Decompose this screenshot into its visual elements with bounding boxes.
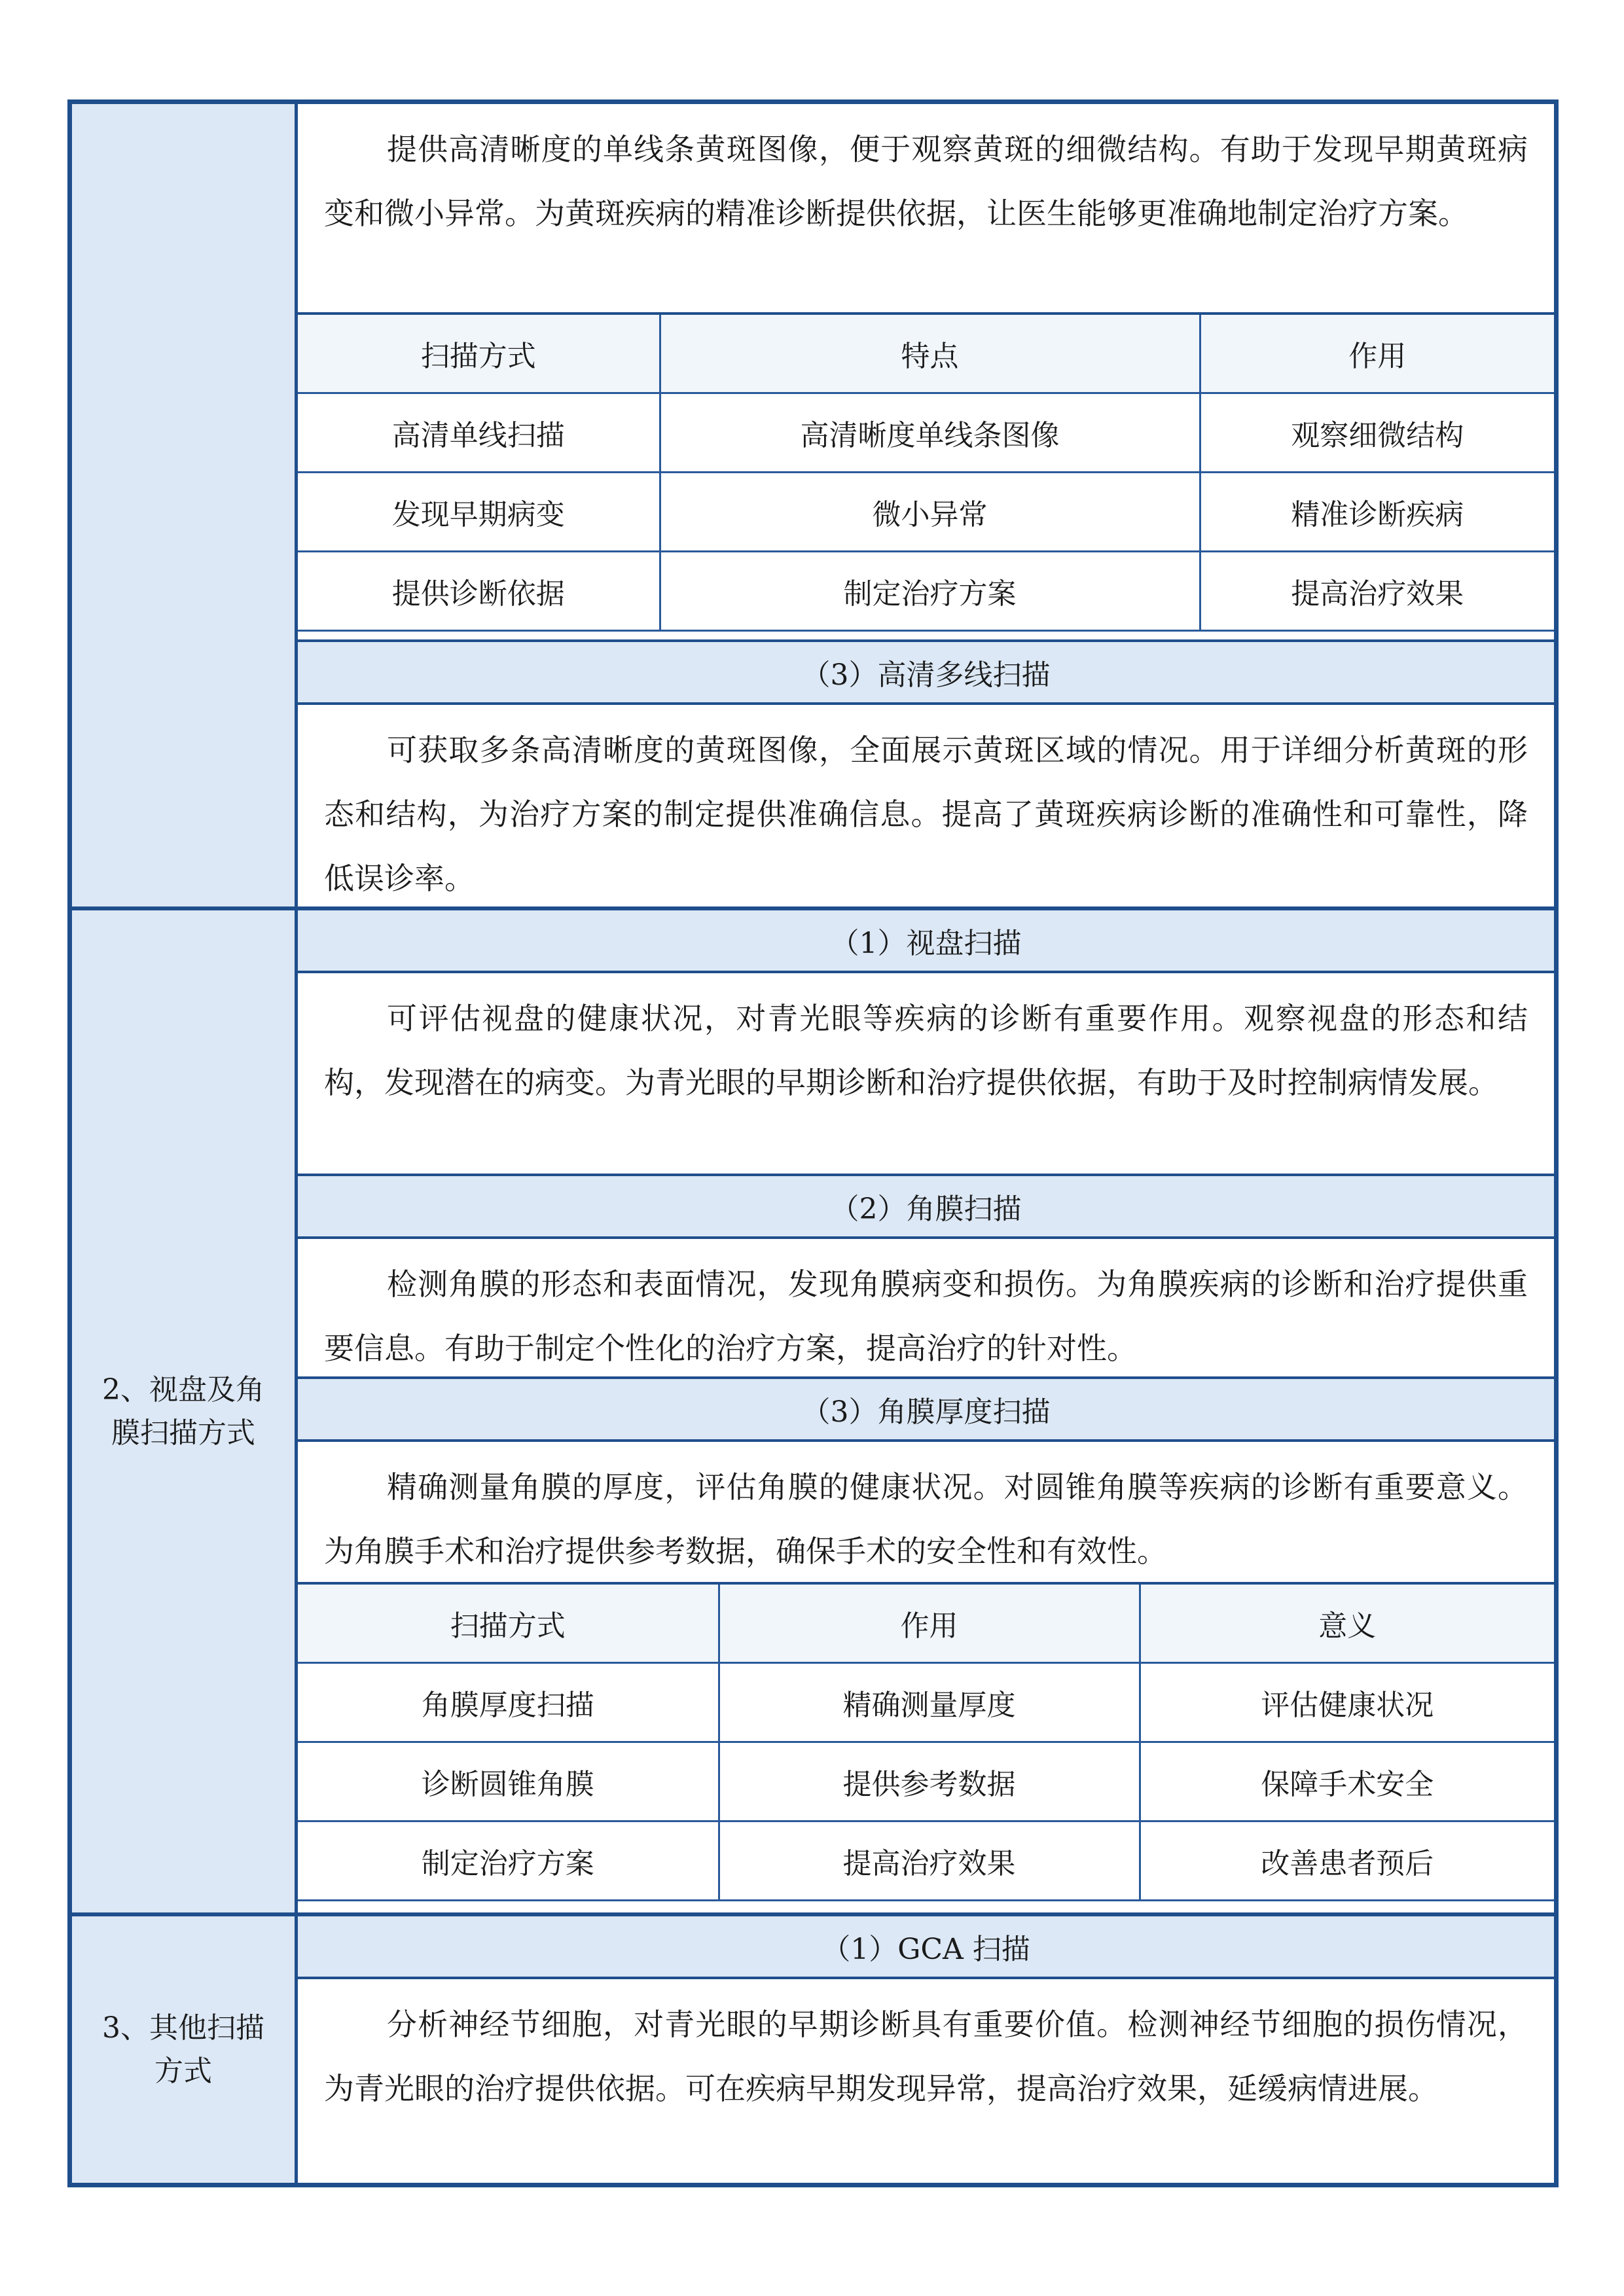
table-header: 作用 [719, 1585, 1140, 1663]
table-cell: 高清晰度单线条图像 [660, 393, 1200, 473]
table-header: 意义 [1140, 1585, 1554, 1663]
table-row [298, 393, 1554, 473]
table-row [298, 1821, 1554, 1901]
table-cell: 制定治疗方案 [660, 552, 1200, 631]
table-cell: 评估健康状况 [1140, 1663, 1554, 1742]
table-cell: 保障手术安全 [1140, 1742, 1554, 1821]
content-column [298, 104, 1554, 2183]
table-cell: 改善患者预后 [1140, 1821, 1554, 1901]
section3-label-cell [72, 1916, 295, 2183]
subsection-text: 可评估视盘的健康状况，对青光眼等疾病的诊断有重要作用。观察视盘的形态和结构，发现潜在的病变。为青光眼的早期诊断和治疗提供依据，有助于及时控制病情发展。 [324, 1001, 1528, 1100]
table-header-row [298, 1585, 1554, 1663]
table-cell: 角膜厚度扫描 [298, 1663, 719, 1742]
table-row [298, 1742, 1554, 1821]
cornea-scan-table [298, 1585, 1554, 1901]
section1-label-cell [72, 104, 295, 906]
table-row [298, 1663, 1554, 1742]
table-cell: 提供诊断依据 [298, 552, 660, 631]
subsection-title: （3）角膜厚度扫描 [298, 1379, 1554, 1439]
section2-label: 2、视盘及角膜扫描方式 [102, 1372, 264, 1450]
macula-scan-table [298, 315, 1554, 632]
section3-label: 3、其他扫描方式 [102, 2011, 264, 2088]
subsection-title: （1）GCA 扫描 [298, 1916, 1554, 1977]
subsection-text: 精确测量角膜的厚度，评估角膜的健康状况。对圆锥角膜等疾病的诊断有重要意义。为角膜手术和治疗提供参考数据，确保手术的安全性和有效性。 [324, 1469, 1528, 1569]
section1-intro: 提供高清晰度的单线条黄斑图像，便于观察黄斑的细微结构。有助于发现早期黄斑病变和微小异常。为黄斑疾病的精准诊断提供依据，让医生能够更准确地制定治疗方案。 [324, 132, 1528, 231]
table-cell: 精准诊断疾病 [1200, 473, 1554, 552]
table-cell: 精确测量厚度 [719, 1663, 1140, 1742]
table-header: 扫描方式 [298, 1585, 719, 1663]
subsection-title: （1）视盘扫描 [298, 910, 1554, 971]
table-header-row [298, 315, 1554, 393]
table-row [298, 473, 1554, 552]
subsection-title: （2）角膜扫描 [298, 1176, 1554, 1236]
table-cell: 发现早期病变 [298, 473, 660, 552]
table-cell: 微小异常 [660, 473, 1200, 552]
table-cell: 诊断圆锥角膜 [298, 1742, 719, 1821]
table-cell: 提供参考数据 [719, 1742, 1140, 1821]
table-cell: 提高治疗效果 [1200, 552, 1554, 631]
table-cell: 高清单线扫描 [298, 393, 660, 473]
table-row [298, 552, 1554, 631]
table-header: 扫描方式 [298, 315, 660, 393]
section2-label-cell [72, 910, 295, 1912]
table-cell: 提高治疗效果 [719, 1821, 1140, 1901]
subsection-title: （3）高清多线扫描 [298, 642, 1554, 702]
subsection-text: 分析神经节细胞，对青光眼的早期诊断具有重要价值。检测神经节细胞的损伤情况，为青光眼的治疗提供依据。可在疾病早期发现异常，提高治疗效果，延缓病情进展。 [324, 2007, 1528, 2106]
table-header: 特点 [660, 315, 1200, 393]
content-frame [67, 99, 1559, 2187]
table-header: 作用 [1200, 315, 1554, 393]
table-cell: 制定治疗方案 [298, 1821, 719, 1901]
table-cell: 观察细微结构 [1200, 393, 1554, 473]
subsection-text: 检测角膜的形态和表面情况，发现角膜病变和损伤。为角膜疾病的诊断和治疗提供重要信息。有助于制定个性化的治疗方案，提高治疗的针对性。 [324, 1266, 1528, 1366]
subsection-text: 可获取多条高清晰度的黄斑图像，全面展示黄斑区域的情况。用于详细分析黄斑的形态和结构，为治疗方案的制定提供准确信息。提高了黄斑疾病诊断的准确性和可靠性，降低误诊率。 [324, 732, 1528, 896]
